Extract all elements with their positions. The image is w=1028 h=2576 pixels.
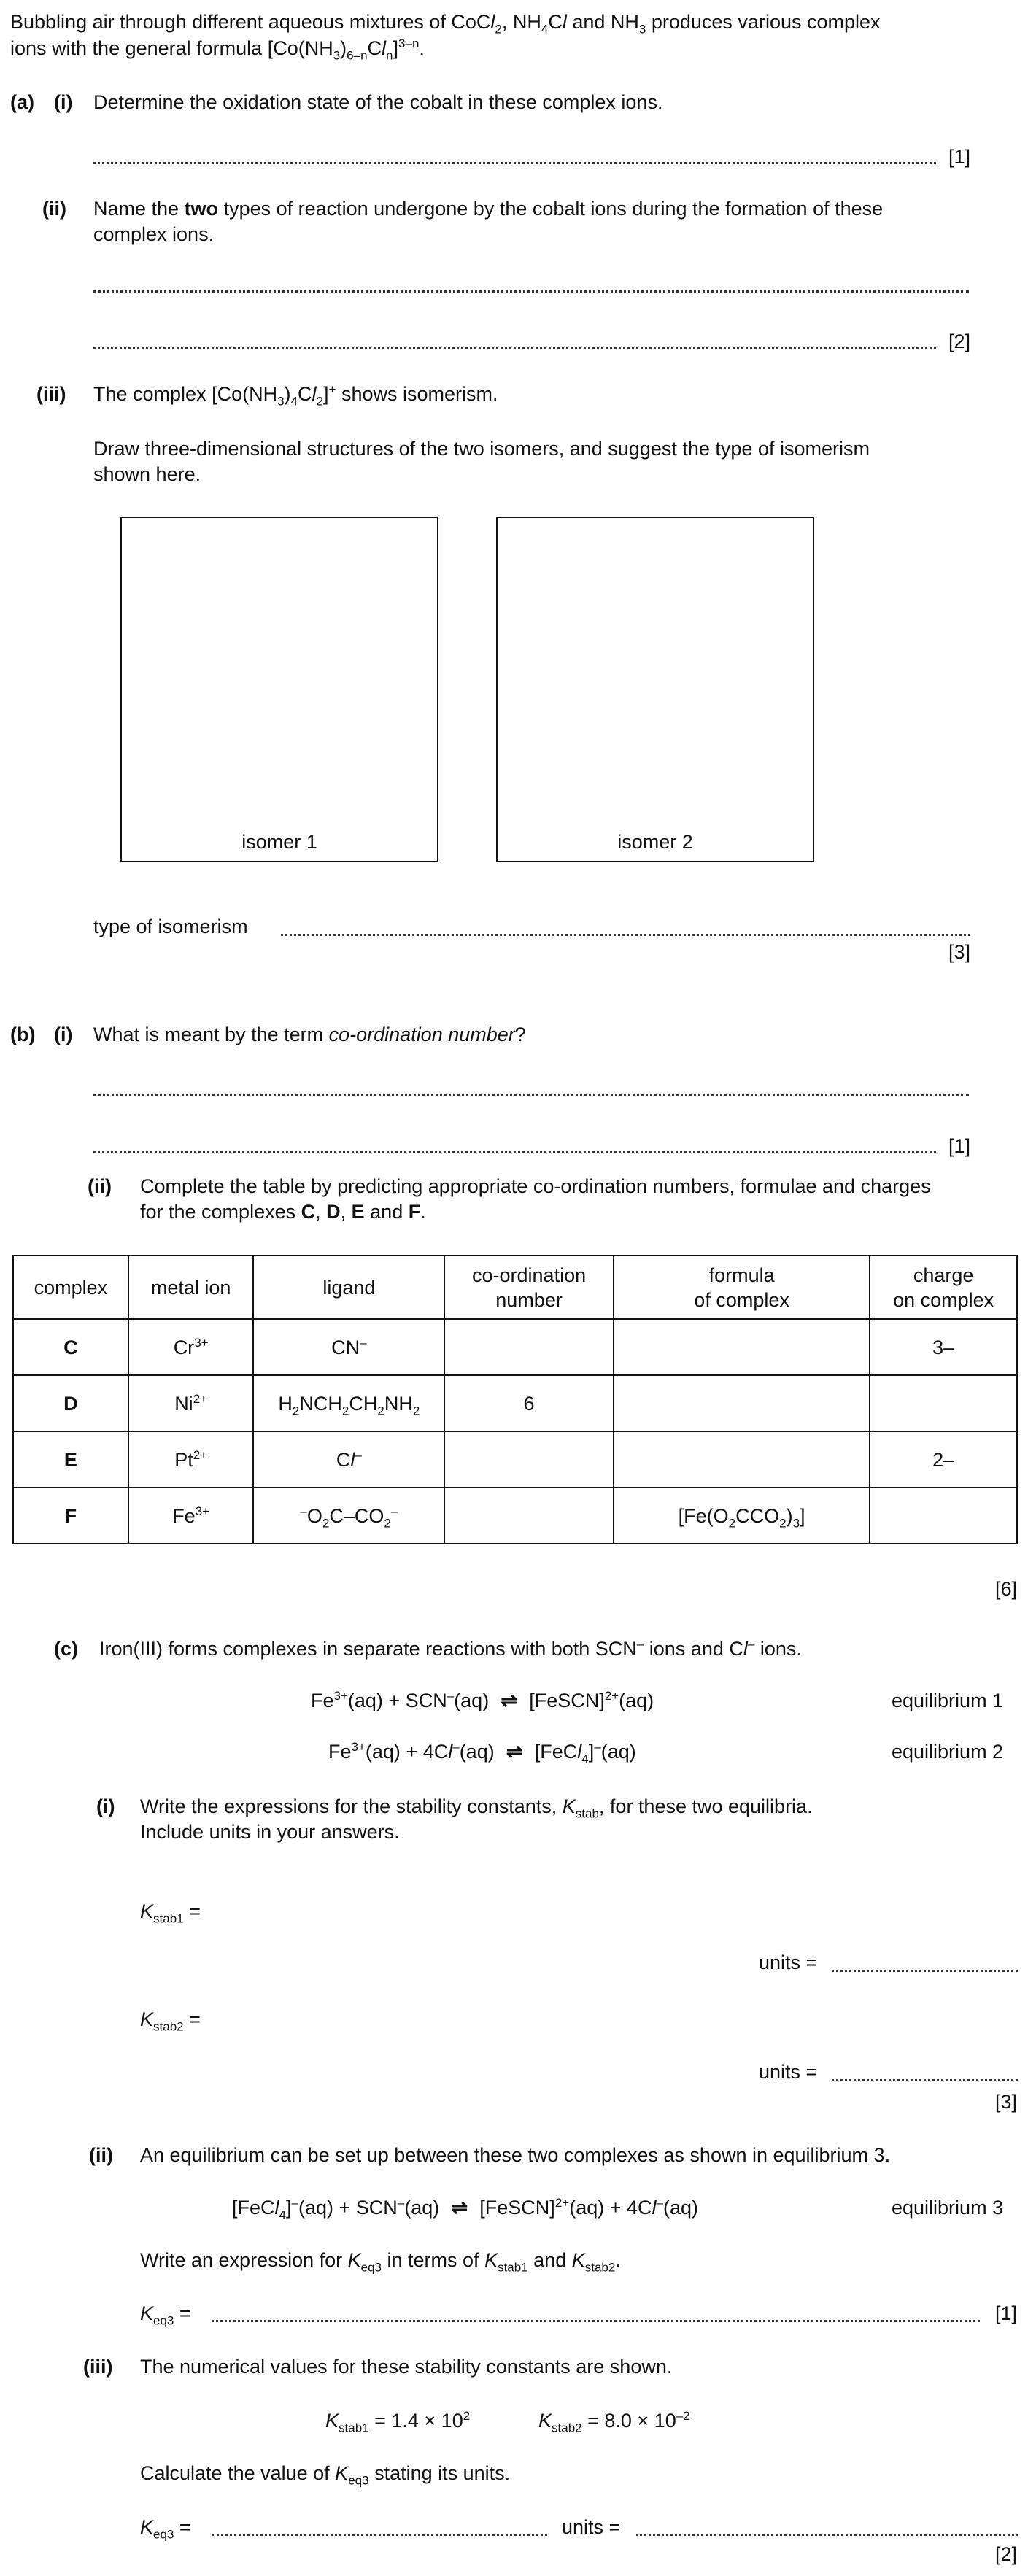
metal-ion-cell: $Ni^{2+}$ bbox=[128, 1375, 254, 1431]
formula-cell[interactable]: $[Fe(O_2CCO_2)_3]$ bbox=[614, 1488, 870, 1544]
complex-cell: C bbox=[13, 1319, 128, 1375]
units-label-1: units = bbox=[759, 1952, 818, 1973]
units-label-2: units = bbox=[759, 2061, 818, 2083]
ligand-cell: CN– bbox=[253, 1319, 444, 1375]
equation-2: $Fe^{3+}(aq) + 4Cl^-(aq)$ ⇌ [FeCl$_4$]–(aq) bbox=[328, 1740, 636, 1766]
coordination-number-cell[interactable] bbox=[444, 1431, 614, 1488]
part-c-label: (c) bbox=[54, 1638, 78, 1660]
part-b-ii-label: (ii) bbox=[88, 1175, 112, 1197]
part-c-iii-label: (iii) bbox=[83, 2356, 113, 2378]
isomer-2-label: isomer 2 bbox=[617, 831, 693, 853]
table-row bbox=[13, 1431, 1017, 1488]
charge-cell[interactable] bbox=[870, 1488, 1017, 1544]
equilibrium-arrow-icon: ⇌ bbox=[506, 1741, 523, 1763]
part-a-ii-question-line-2: complex ions. bbox=[93, 223, 215, 245]
marks-a-i: [1] bbox=[948, 146, 970, 168]
part-a-label: (a) bbox=[10, 91, 34, 113]
keq3-label: $K_{eq3}$ = bbox=[140, 2302, 191, 2328]
header-charge: charge on complex bbox=[870, 1256, 1017, 1319]
part-b-i-question: What is meant by the term co-ordination number? bbox=[93, 1024, 526, 1045]
coordination-number-cell[interactable]: 6 bbox=[444, 1375, 614, 1431]
equilibrium-arrow-icon: ⇌ bbox=[451, 2197, 468, 2219]
kstab2-value: $K_{stab2} = 8.0 \times 10^{-2}$ bbox=[538, 2409, 690, 2435]
part-b-label: (b) bbox=[10, 1024, 36, 1045]
ligand-cell: $H_2NCH_2CH_2NH_2$ bbox=[253, 1375, 444, 1431]
keq3-value-answer-line[interactable] bbox=[212, 2534, 547, 2536]
answer-line-a-ii-1[interactable] bbox=[93, 290, 969, 293]
complex-cell: F bbox=[13, 1488, 128, 1544]
part-a-ii-question-line-1: Name the two types of reaction undergone by the cobalt ions during the formation of these bbox=[93, 198, 884, 220]
intro-line-1: Bubbling air through different aqueous mixtures of CoCl$_2$, $NH_4Cl$ and $NH_3$ produces various complex bbox=[10, 11, 881, 36]
marks-c-iii: [2] bbox=[994, 2543, 1017, 2565]
units-answer-line-1[interactable] bbox=[832, 1970, 1018, 1972]
metal-ion-cell: $Cr^{3+}$ bbox=[128, 1319, 254, 1375]
charge-cell[interactable]: 2– bbox=[870, 1431, 1017, 1488]
header-coordination-number: co-ordination number bbox=[444, 1256, 614, 1319]
part-b-ii-question-line-1: Complete the table by predicting appropriate co-ordination numbers, formulae and charges bbox=[140, 1175, 931, 1197]
answer-line-b-i-2[interactable] bbox=[93, 1151, 936, 1153]
header-formula: formula of complex bbox=[614, 1256, 870, 1319]
keq3-value-label: $K_{eq3}$ = bbox=[140, 2516, 191, 2542]
part-c-iii-question: The numerical values for these stability constants are shown. bbox=[140, 2356, 673, 2378]
coordination-number-cell[interactable] bbox=[444, 1488, 614, 1544]
part-c-iii-instruction: Calculate the value of $K_{eq3}$ stating its units. bbox=[140, 2462, 511, 2488]
answer-line-a-i[interactable] bbox=[93, 162, 936, 164]
units-answer-line-3[interactable] bbox=[636, 2534, 1018, 2536]
part-a-iii-question: The complex $[Co(NH_3)_4Cl_2]^+$ shows isomerism. bbox=[93, 382, 498, 409]
ligand-cell: $^-O_2C-CO_2^-$ bbox=[253, 1488, 444, 1544]
part-a-iii-label: (iii) bbox=[36, 383, 66, 405]
part-c-i-question-line-2: Include units in your answers. bbox=[140, 1821, 400, 1843]
complex-cell: D bbox=[13, 1375, 128, 1431]
table-row bbox=[13, 1319, 1017, 1375]
header-ligand: ligand bbox=[253, 1256, 444, 1319]
coordination-number-cell[interactable] bbox=[444, 1319, 614, 1375]
units-label-3: units = bbox=[562, 2516, 621, 2538]
ligand-cell: Cl– bbox=[253, 1431, 444, 1488]
type-of-isomerism-label: type of isomerism bbox=[93, 916, 248, 937]
table-header-row bbox=[13, 1256, 1017, 1319]
equilibrium-3-label: equilibrium 3 bbox=[892, 2197, 1004, 2219]
isomer-2-drawing-box[interactable] bbox=[496, 517, 814, 862]
answer-line-a-ii-2[interactable] bbox=[93, 347, 936, 349]
header-metal-ion: metal ion bbox=[128, 1256, 254, 1319]
complexes-table bbox=[12, 1255, 1018, 1544]
kstab1-label: $K_{stab1}$ = bbox=[140, 1900, 201, 1926]
marks-c-ii: [1] bbox=[994, 2302, 1017, 2324]
part-a-ii-label: (ii) bbox=[42, 198, 66, 220]
part-c-ii-label: (ii) bbox=[89, 2144, 113, 2166]
marks-a-ii: [2] bbox=[948, 330, 970, 352]
keq3-answer-line[interactable] bbox=[212, 2320, 980, 2322]
marks-b-ii: [6] bbox=[994, 1578, 1017, 1600]
isomer-1-label: isomer 1 bbox=[241, 831, 317, 853]
charge-cell[interactable]: 3– bbox=[870, 1319, 1017, 1375]
marks-c-i: [3] bbox=[994, 2091, 1017, 2113]
part-a-iii-instruction-line-2: shown here. bbox=[93, 463, 201, 485]
part-c-i-label: (i) bbox=[96, 1795, 115, 1817]
header-complex: complex bbox=[13, 1256, 128, 1319]
units-answer-line-2[interactable] bbox=[832, 2079, 1018, 2081]
part-a-i-label: (i) bbox=[54, 91, 73, 113]
isomer-1-drawing-box[interactable] bbox=[120, 517, 438, 862]
equation-3: [FeCl$_4$]–(aq) + SCN–(aq) ⇌ [FeSCN]$^{2+}$(aq) + 4Cl–(aq) bbox=[232, 2196, 698, 2222]
intro-line-2: ions with the general formula $[Co(NH_3)_{6-n}Cl_n]^{3-n}$. bbox=[10, 36, 425, 63]
formula-cell[interactable] bbox=[614, 1375, 870, 1431]
part-c-intro: Iron(III) forms complexes in separate reactions with both SCN– ions and Cl– ions. bbox=[99, 1637, 802, 1660]
table-row bbox=[13, 1375, 1017, 1431]
complex-cell: E bbox=[13, 1431, 128, 1488]
part-b-ii-question-line-2: for the complexes C, D, E and F. bbox=[140, 1201, 426, 1223]
metal-ion-cell: $Fe^{3+}$ bbox=[128, 1488, 254, 1544]
part-a-iii-instruction-line-1: Draw three-dimensional structures of the two isomers, and suggest the type of isomerism bbox=[93, 438, 870, 460]
kstab1-value: $K_{stab1} = 1.4 \times 10^2$ bbox=[325, 2409, 471, 2435]
answer-line-b-i-1[interactable] bbox=[93, 1094, 969, 1096]
formula-cell[interactable] bbox=[614, 1431, 870, 1488]
marks-a-iii: [3] bbox=[948, 941, 970, 963]
part-b-i-label: (i) bbox=[54, 1024, 73, 1045]
part-a-i-question: Determine the oxidation state of the cobalt in these complex ions. bbox=[93, 91, 663, 113]
table-row bbox=[13, 1488, 1017, 1544]
part-c-ii-question: An equilibrium can be set up between these two complexes as shown in equilibrium 3. bbox=[140, 2144, 891, 2166]
equation-1: $Fe^{3+}(aq) + SCN^-(aq)$ ⇌ [FeSCN]$^{2+}$(aq) bbox=[311, 1687, 654, 1714]
equilibrium-arrow-icon: ⇌ bbox=[501, 1690, 518, 1711]
charge-cell[interactable] bbox=[870, 1375, 1017, 1431]
equilibrium-1-label: equilibrium 1 bbox=[892, 1690, 1004, 1711]
equilibrium-2-label: equilibrium 2 bbox=[892, 1741, 1004, 1763]
marks-b-i: [1] bbox=[948, 1135, 970, 1157]
kstab2-label: $K_{stab2}$ = bbox=[140, 2008, 201, 2034]
part-c-i-question-line-1: Write the expressions for the stability constants, $K_{stab}$, for these two equilibria. bbox=[140, 1795, 813, 1821]
part-c-ii-instruction: Write an expression for $K_{eq3}$ in terms of $K_{stab1}$ and $K_{stab2}$. bbox=[140, 2249, 621, 2275]
type-of-isomerism-answer-line[interactable] bbox=[281, 934, 970, 936]
metal-ion-cell: $Pt^{2+}$ bbox=[128, 1431, 254, 1488]
formula-cell[interactable] bbox=[614, 1319, 870, 1375]
